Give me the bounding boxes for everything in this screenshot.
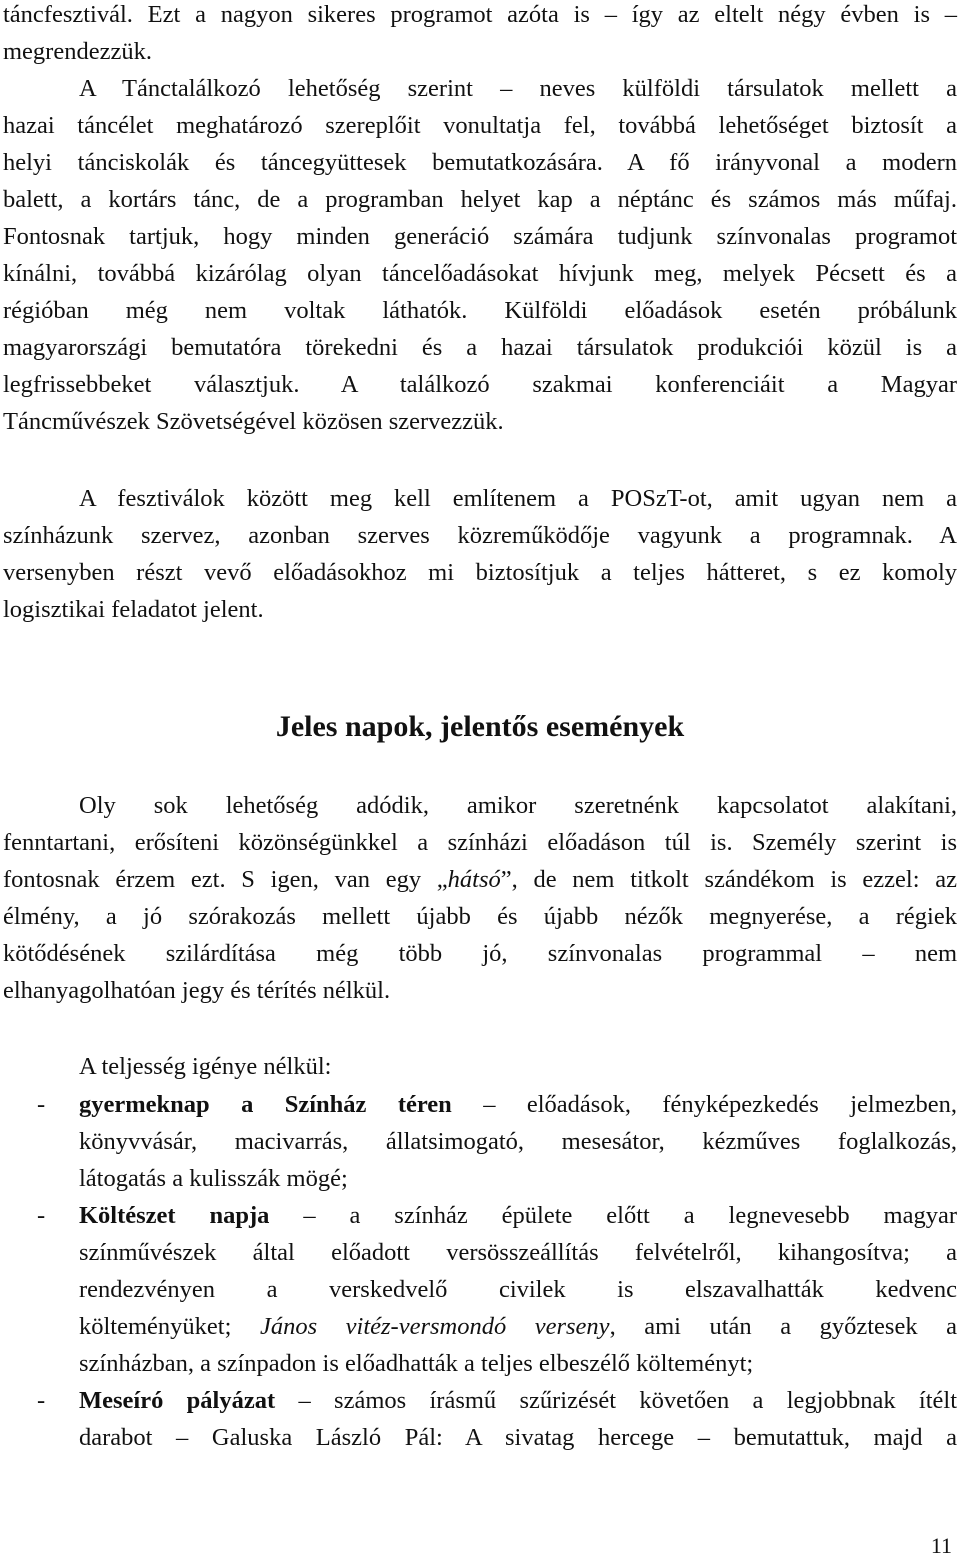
paragraph-festival-intro: [3, 0, 957, 70]
italic-text: hátsó: [447, 866, 501, 893]
text-line: magyarországi bemutatóra törekedni és a hazai társulatok produkciói közül is a: [3, 334, 957, 361]
text-line: [3, 1197, 957, 1234]
text-run: fontosnak érzem ezt. S igen, van egy „: [3, 866, 448, 893]
list-item: [3, 1382, 957, 1456]
list-item: [3, 1086, 957, 1197]
bold-text: Költészet napja: [79, 1202, 270, 1229]
text-line: versenyben részt vevő előadásokhoz mi biztosítjuk a teljes hátteret, s ez komoly: [3, 559, 957, 586]
text-run: költeményüket;: [79, 1313, 260, 1340]
section-heading: Jeles napok, jelentős események: [275, 710, 685, 743]
text-line: A fesztiválok között meg kell említenem a POSzT-ot, amit ugyan nem a: [79, 485, 957, 512]
text-line: [3, 1086, 957, 1123]
text-line: A teljesség igénye nélkül:: [79, 1053, 332, 1080]
text-run: , ami után a győztesek a: [609, 1313, 957, 1340]
text-line: megrendezzük.: [3, 38, 152, 65]
bold-text: gyermeknap a Színház téren: [79, 1091, 452, 1118]
text-run: – előadások, fényképezkedés jelmezben,: [451, 1091, 958, 1118]
page-number: 11: [930, 1533, 952, 1558]
text-line: régióban még nem voltak láthatók. Külföldi előadások esetén próbálunk: [3, 297, 957, 324]
list-item: [3, 1197, 957, 1382]
paragraph-dance-meeting: [3, 70, 957, 440]
list-dash: -: [37, 1387, 46, 1414]
list-dash: -: [37, 1202, 46, 1229]
event-list: [3, 1086, 957, 1456]
text-run: – számos írásmű szűrizését követően a legjobbnak ítélt: [275, 1387, 957, 1414]
text-line: könyvvásár, macivarrás, állatsimogató, mesesátor, kézműves foglalkozás,: [79, 1128, 957, 1155]
text-line: helyi tánciskolák és táncegyüttesek bemutatkozására. A fő irányvonal a modern: [3, 149, 957, 176]
text-line: kötődésének szilárdítása még több jó, színvonalas programmal – nem: [3, 940, 957, 967]
text-line: rendezvényen a verskedvelő civilek is elszavalhatták kedvenc: [79, 1276, 957, 1303]
text-line: A Tánctalálkozó lehetőség szerint – neves külföldi társulatok mellett a: [79, 75, 957, 102]
text-line: Fontosnak tartjuk, hogy minden generáció számára tudjunk színvonalas programot: [3, 223, 957, 250]
text-line: logisztikai feladatot jelent.: [3, 596, 264, 623]
list-dash: -: [37, 1091, 46, 1118]
text-line: fenntartani, erősíteni közönségünkkel a színházi előadáson túl is. Személy szerint is: [3, 829, 957, 856]
italic-text: János vitéz-versmondó verseny: [259, 1313, 610, 1340]
paragraph-poszt: [3, 480, 957, 628]
text-line: elhanyagolhatóan jegy és térítés nélkül.: [3, 977, 391, 1004]
text-line: legfrissebbeket választjuk. A találkozó szakmai konferenciáit a Magyar: [3, 371, 957, 398]
text-line: [3, 1382, 957, 1419]
text-run: ”, de nem titkolt szándékom is ezzel: az: [500, 866, 957, 893]
text-line: kínálni, továbbá kizárólag olyan táncelőadásokat hívjunk meg, melyek Pécsett és a: [3, 260, 957, 287]
text-line: [3, 1308, 957, 1345]
list-intro: [3, 1048, 957, 1085]
text-line: élmény, a jó szórakozás mellett újabb és újabb nézők megnyerése, a régiek: [3, 903, 957, 930]
bold-text: Meseíró pályázat: [79, 1387, 276, 1414]
paragraph-events: [3, 787, 957, 1009]
text-line: balett, a kortárs tánc, de a programban helyet kap a néptánc és számos más műfaj.: [3, 186, 957, 213]
text-line: hazai táncélet meghatározó szereplőit vonultatja fel, továbbá lehetőséget biztosít a: [3, 112, 957, 139]
text-line: táncfesztivál. Ezt a nagyon sikeres programot azóta is – így az eltelt négy évben is –: [3, 1, 957, 28]
text-line: Oly sok lehetőség adódik, amikor szeretnénk kapcsolatot alakítani,: [79, 792, 957, 819]
text-line: [3, 861, 957, 898]
text-line: színművészek által előadott versösszeállítás felvételről, kihangosítva; a: [79, 1239, 957, 1266]
text-line: darabot – Galuska László Pál: A sivatag hercege – bemutattuk, majd a: [79, 1424, 957, 1451]
text-line: látogatás a kulisszák mögé;: [79, 1165, 348, 1192]
text-line: színházunk szervez, azonban szerves közreműködője vagyunk a programnak. A: [3, 522, 957, 549]
text-line: Táncművészek Szövetségével közösen szervezzük.: [3, 408, 504, 435]
text-line: színházban, a színpadon is előadhatták a teljes elbeszélő költeményt;: [79, 1350, 754, 1377]
text-run: – a színház épülete előtt a legnevesebb magyar: [269, 1202, 958, 1229]
